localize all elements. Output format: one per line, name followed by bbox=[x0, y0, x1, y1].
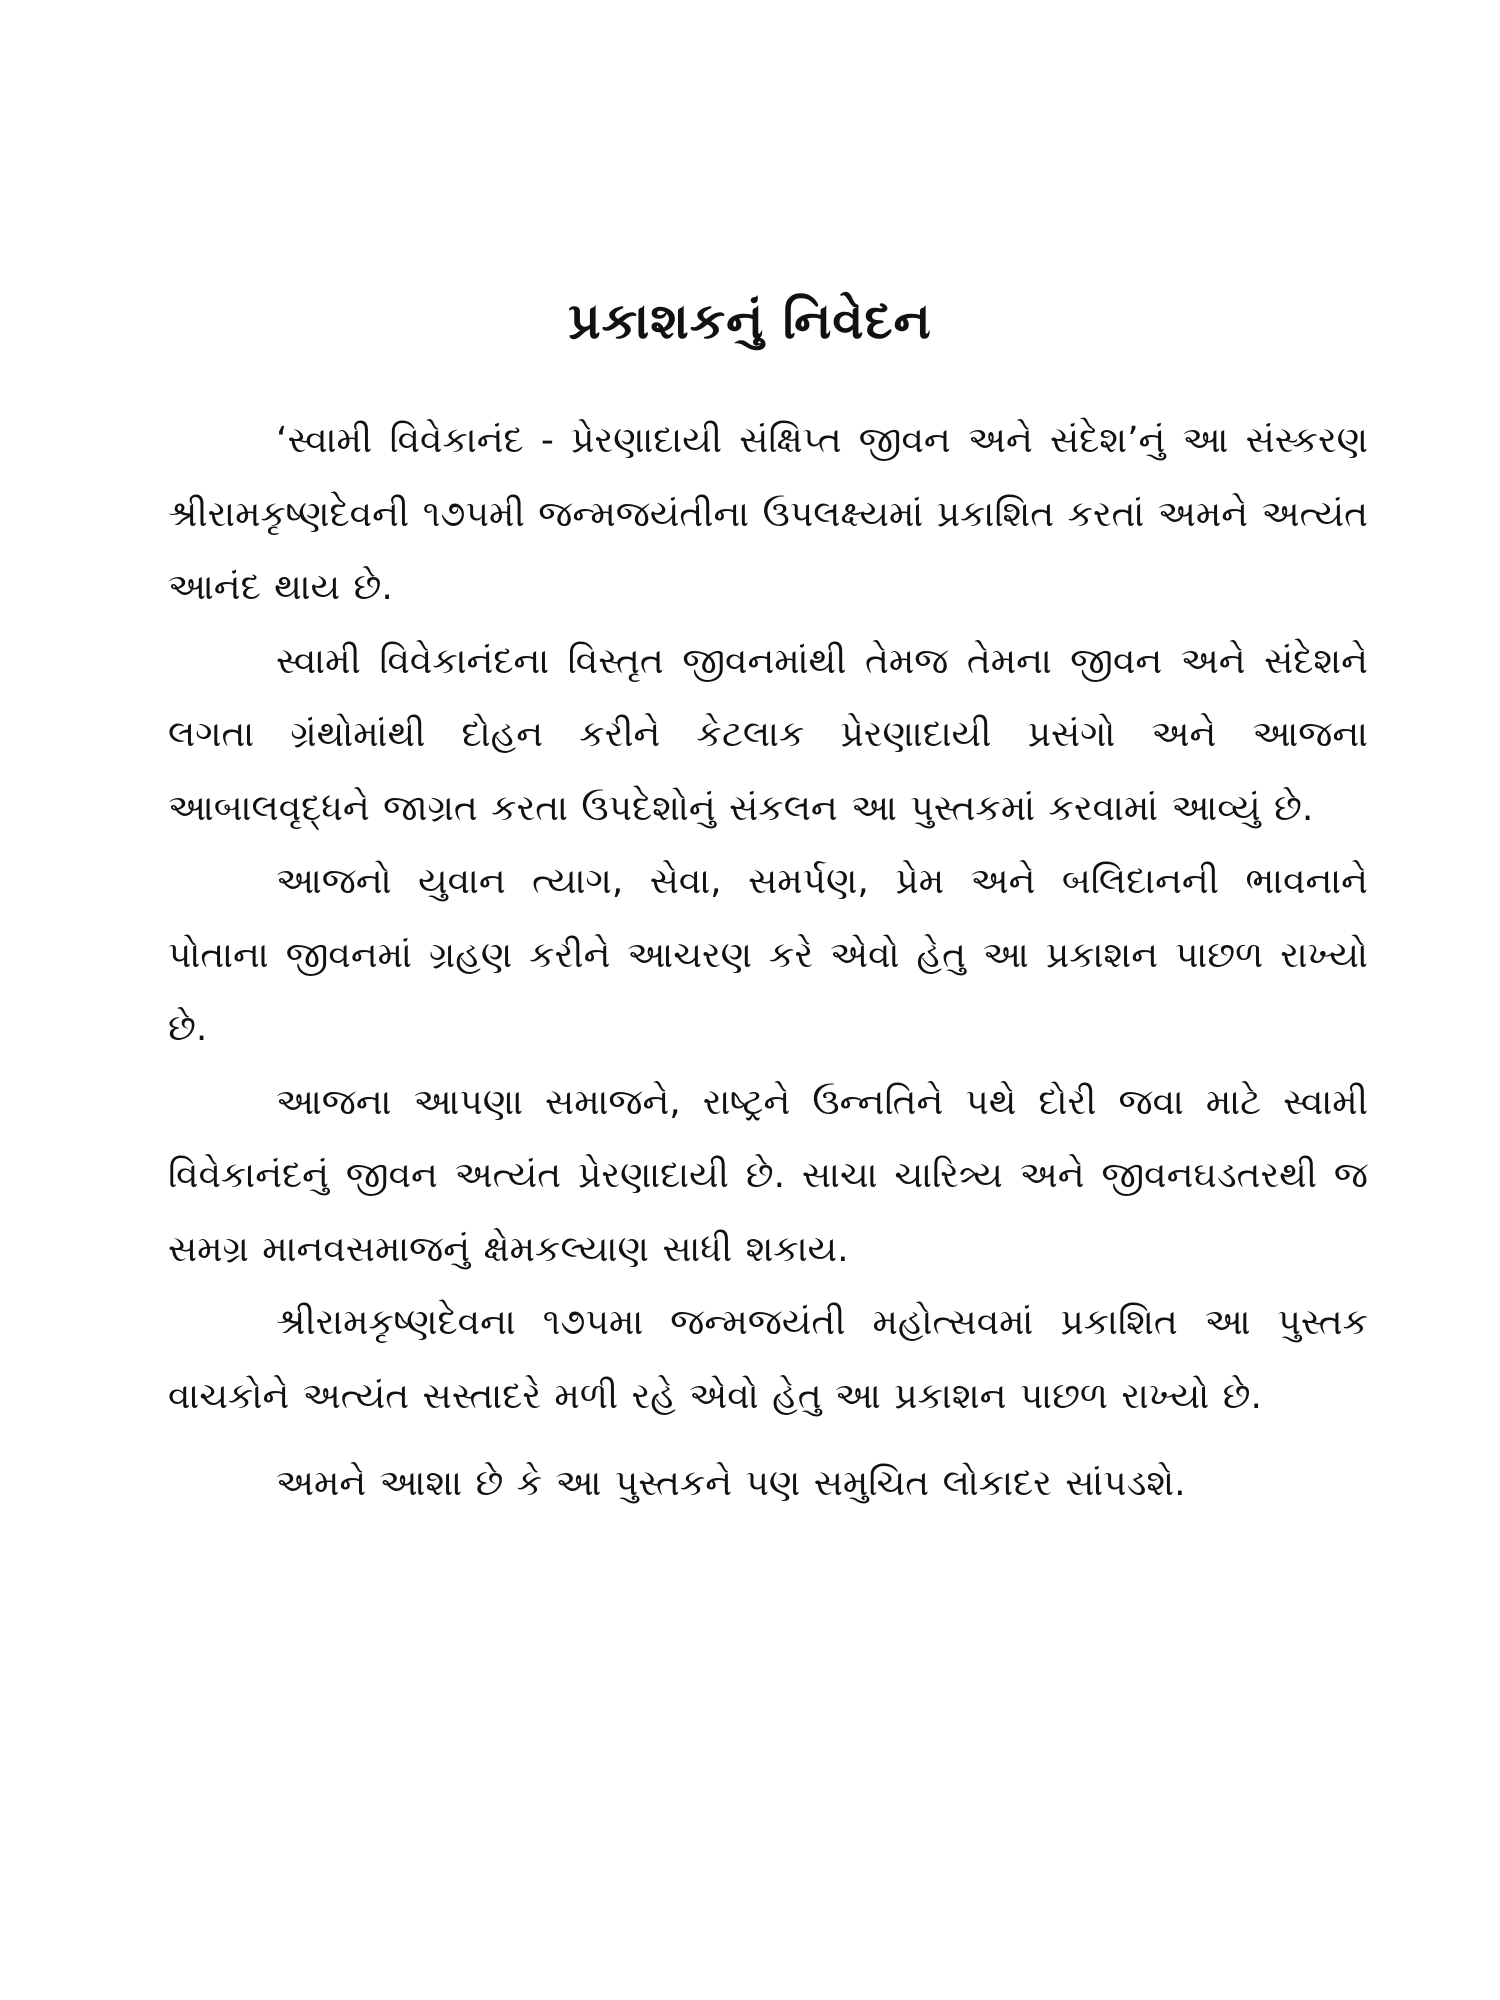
paragraph-3: આજનો યુવાન ત્યાગ, સેવા, સમર્પણ, પ્રેમ અને બલિદાનની ભાવનાને પોતાના જીવનમાં ગ્રહણ કરીને આચરણ કરે એવો હેતુ આ પ્રકાશન પાછળ રાખ્યો છે. bbox=[168, 861, 1368, 1049]
paragraph-6: અમને આશા છે કે આ પુસ્તકને પણ સમુચિત લોકાદર સાંપડશે. bbox=[276, 1463, 1186, 1504]
paragraph-5: શ્રીરામકૃષ્ણદેવના ૧૭૫મા જન્મજયંતી મહોત્સવમાં પ્રકાશિત આ પુસ્તક વાચકોને અત્યંત સસ્તાદરે મળી રહે એવો હેતુ આ પ્રકાશન પાછળ રાખ્યો છે. bbox=[168, 1302, 1368, 1417]
publisher-statement-body bbox=[168, 404, 1368, 1521]
paragraph-1: ‘સ્વામી વિવેકાનંદ - પ્રેરણાદાયી સંક્ષિપ્ત જીવન અને સંદેશ’નું આ સંસ્કરણ શ્રીરામકૃષ્ણદેવની ૧૭૫મી જન્મજયંતીના ઉપલક્ષ્યમાં પ્રકાશિત કરતાં અમને અત્યંત આનંદ થાય છે. bbox=[168, 420, 1368, 608]
paragraph-2: સ્વામી વિવેકાનંદના વિસ્તૃત જીવનમાંથી તેમજ તેમના જીવન અને સંદેશને લગતા ગ્રંથોમાંથી દોહન કરીને કેટલાક પ્રેરણાદાયી પ્રસંગો અને આજના આબાલવૃદ્ધને જાગ્રત કરતા ઉપદેશોનું સંકલન આ પુસ્તકમાં કરવામાં આવ્યું છે. bbox=[168, 640, 1368, 829]
page-title: પ્રકાશકનું નિવેદન bbox=[568, 292, 932, 350]
paragraph-4: આજના આપણા સમાજને, રાષ્ટ્રને ઉન્નતિને પથે દોરી જવા માટે સ્વામી વિવેકાનંદનું જીવન અત્યંત પ્રેરણાદાયી છે. સાચા ચારિત્ર્ય અને જીવનઘડતરથી જ સમગ્ર માનવસમાજનું ક્ષેમકલ્યાણ સાધી શકાય. bbox=[168, 1081, 1368, 1270]
